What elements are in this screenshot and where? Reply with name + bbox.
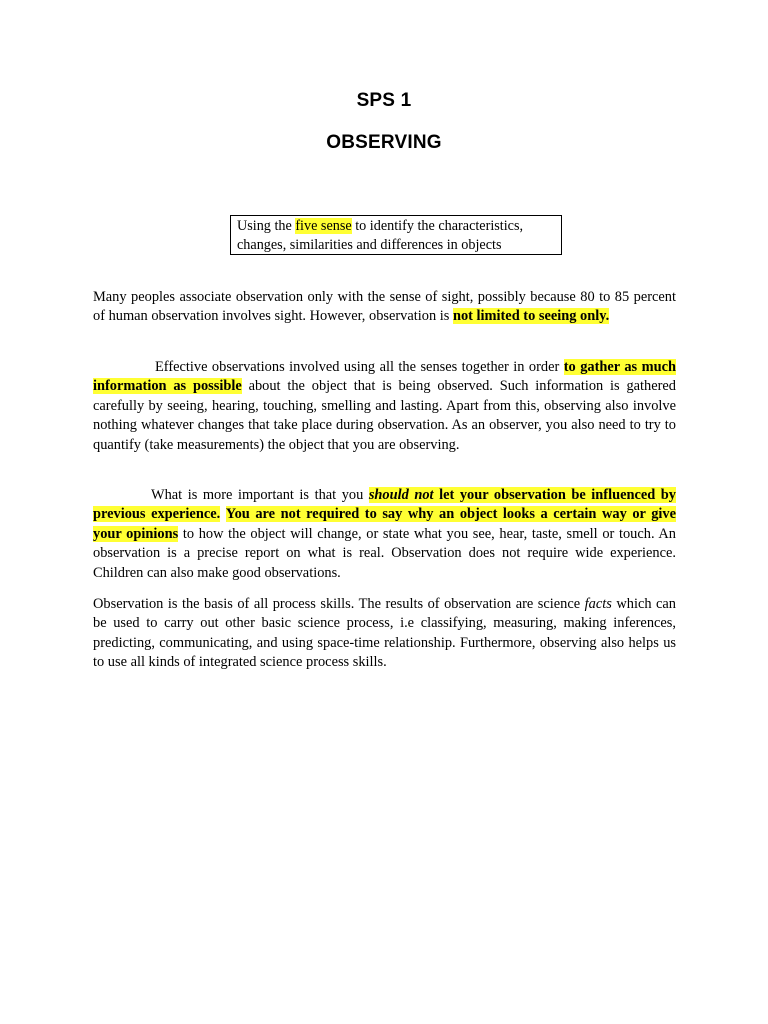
document-title: OBSERVING [326,132,442,153]
definition-text-1: Using the [237,218,296,234]
paragraph-3 [93,486,676,583]
paragraph-1-highlight: not limited to seeing only. [452,308,610,325]
paragraph-3-text-3: to how the object will change, or state what you see, hear, taste, smell or touch. An observation is a precise report on what is real. Observation does not require wide experience. Children can also make good observations. [93,525,677,581]
paragraph-4 [93,595,676,673]
paragraph-4-text-1: Observation is the basis of all process skills. The results of observation are science [93,596,585,612]
paragraph-3-highlight-2: You are not required to say why an object looks a certain way or give your opinions [93,506,676,542]
definition-highlight: five sense [295,218,352,234]
paragraph-3-text-1: What is more important is that you [151,487,369,503]
paragraph-1 [93,288,676,327]
paragraph-3-text-2 [220,506,226,522]
paragraph-1-text: Many peoples associate observation only with the sense of sight, possibly because 80 to 85 percent of human observation involves sight. However, observation is [93,289,676,325]
document-code-heading: SPS 1 [356,90,412,111]
paragraph-2-highlight: to gather as much information as possible [93,359,676,395]
paragraph-2-text-1: Effective observations involved using all the senses together in order [155,359,564,375]
paragraph-4-italic: facts [584,596,612,612]
paragraph-2 [93,358,676,455]
definition-box [230,215,562,255]
paragraph-2-text-2: about the object that is being observed. Such information is gathered carefully by seeing, hearing, touching, smelling and lasting. Apart from this, observing also involve nothing whatever changes that take place during observation. As an observer, you also need to try to quantify (take measurements) the object that you are observing. [93,378,676,453]
paragraph-3-highlight-1: let your observation be influenced by previous experience. [93,487,676,523]
paragraph-4-text-2: which can be used to carry out other basic science process, i.e classifying, measuring, making inferences, predicting, communicating, and using space-time relationship. Furthermore, observing also helps us to use all kinds of integrated science process skills. [93,596,676,671]
definition-text-2: to identify the characteristics, changes, similarities and differences in objects [237,218,524,253]
paragraph-3-highlight-italic: should not [368,487,434,503]
